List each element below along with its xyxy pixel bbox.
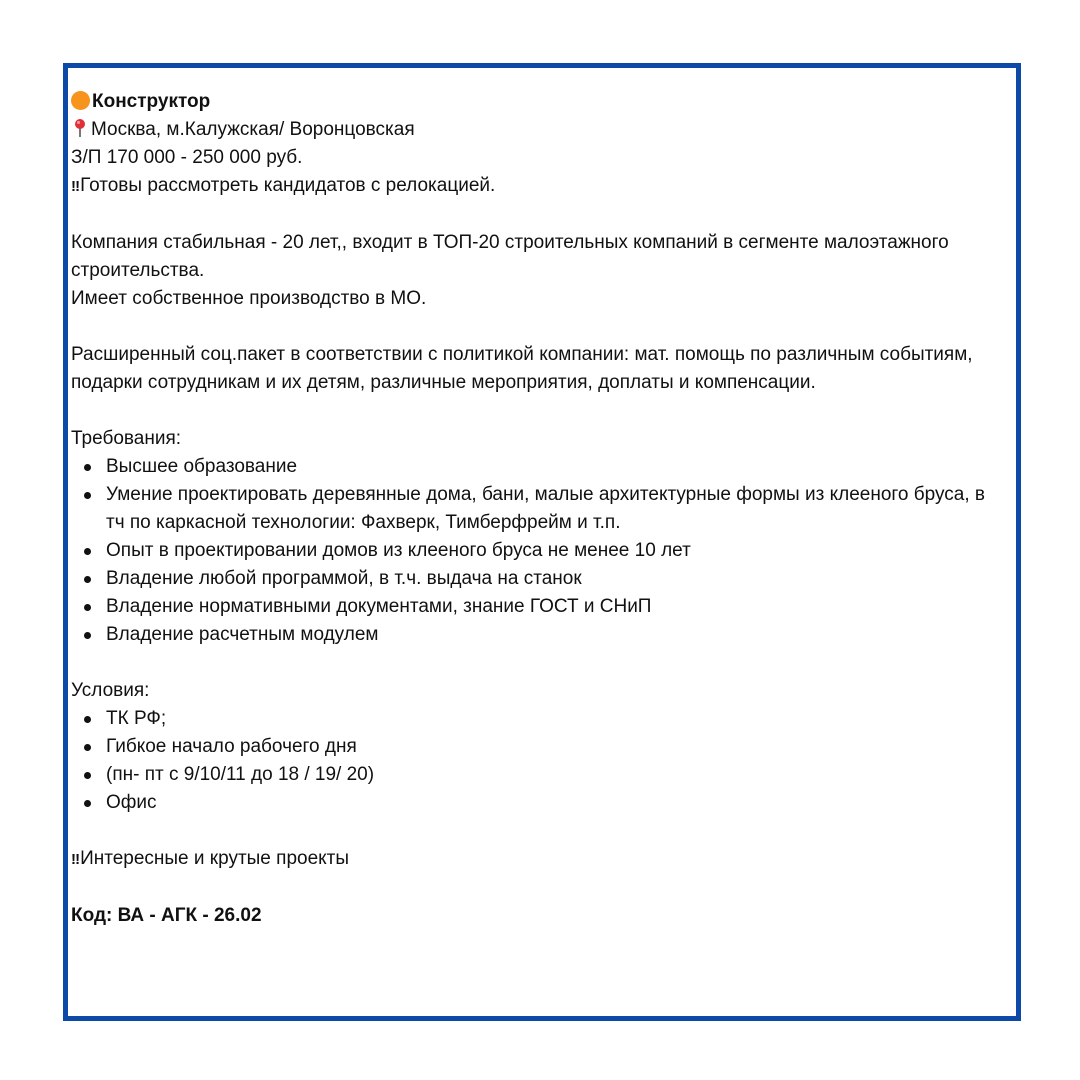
spacer xyxy=(71,649,1006,677)
list-item: (пн- пт с 9/10/11 до 18 / 19/ 20) xyxy=(71,761,1006,789)
spacer xyxy=(71,874,1006,902)
orange-circle-icon xyxy=(71,91,90,110)
requirements-list xyxy=(71,453,1006,649)
round-pushpin-icon xyxy=(71,118,89,138)
list-item: Гибкое начало рабочего дня xyxy=(71,733,1006,761)
vacancy-code: Код: ВА - АГК - 26.02 xyxy=(71,905,262,926)
double-exclamation-icon: ‼ xyxy=(71,178,79,195)
list-item: Офис xyxy=(71,789,1006,817)
company-paragraph: Компания стабильная - 20 лет,, входит в ТОП-20 строительных компаний в сегменте малоэтажного строительства. xyxy=(71,232,949,281)
list-item: Высшее образование xyxy=(71,453,1006,481)
spacer xyxy=(71,201,1006,229)
relocation-text: Готовы рассмотреть кандидатов с релокацией. xyxy=(80,175,496,196)
spacer xyxy=(71,313,1006,341)
vacancy-text xyxy=(71,88,1006,930)
conditions-list xyxy=(71,705,1006,817)
spacer xyxy=(71,817,1006,845)
spacer xyxy=(71,397,1006,425)
list-item: Опыт в проектировании домов из клееного бруса не менее 10 лет xyxy=(71,537,1006,565)
benefits-paragraph: Расширенный соц.пакет в соответствии с политикой компании: мат. помощь по различным событиям, подарки сотрудникам и их детям, различные мероприятия, доплаты и компенсации. xyxy=(71,344,973,393)
projects-line xyxy=(71,845,1006,874)
relocation-line xyxy=(71,172,1006,201)
location: Москва, м.Калужская/ Воронцовская xyxy=(91,119,415,140)
vacancy-title: Конструктор xyxy=(92,91,211,112)
list-item: ТК РФ; xyxy=(71,705,1006,733)
list-item: Владение нормативными документами, знание ГОСТ и СНиП xyxy=(71,593,1006,621)
location-line xyxy=(71,116,1006,144)
requirements-heading: Требования: xyxy=(71,428,182,449)
list-item: Владение расчетным модулем xyxy=(71,621,1006,649)
list-item: Владение любой программой, в т.ч. выдача на станок xyxy=(71,565,1006,593)
double-exclamation-icon: ‼ xyxy=(71,851,79,868)
list-item: Умение проектировать деревянные дома, бани, малые архитектурные формы из клееного бруса, в тч по каркасной технологии: Фахверк, Тимберфрейм и т.п. xyxy=(71,481,1006,537)
title-line xyxy=(71,88,1006,116)
production-paragraph: Имеет собственное производство в МО. xyxy=(71,288,427,309)
salary: З/П 170 000 - 250 000 руб. xyxy=(71,147,303,168)
conditions-heading: Условия: xyxy=(71,680,150,701)
projects-text: Интересные и крутые проекты xyxy=(80,848,350,869)
